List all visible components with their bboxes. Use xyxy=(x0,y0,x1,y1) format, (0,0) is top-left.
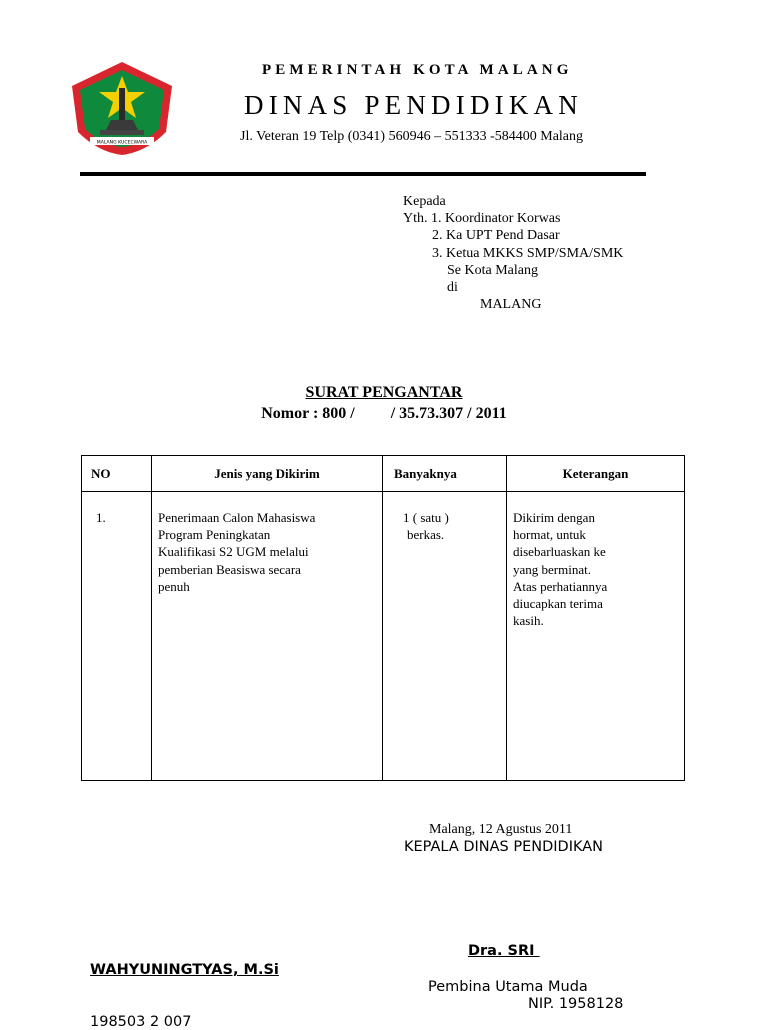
addressee-line-2: 2. Ka UPT Pend Dasar xyxy=(432,228,560,244)
header-qty: Banyaknya xyxy=(383,456,507,492)
government-name: PEMERINTAH KOTA MALANG xyxy=(262,62,573,78)
row-qty: 1 ( satu ) berkas. xyxy=(383,492,507,781)
header-no: NO xyxy=(82,456,152,492)
addressee-city: MALANG xyxy=(480,297,542,313)
addressee-line-4: Se Kota Malang xyxy=(447,262,538,278)
header-item: Jenis yang Dikirim xyxy=(152,456,383,492)
table-row xyxy=(82,492,685,781)
second-signer-nip: 198503 2 007 xyxy=(90,1014,192,1030)
addressee-block xyxy=(403,193,623,313)
signer-rank: Pembina Utama Muda xyxy=(428,979,588,995)
items-table xyxy=(81,455,685,781)
addressee-line-5: di xyxy=(447,280,458,296)
table-header-row xyxy=(82,456,685,492)
logo-motto-text: MALANG KUCECWARA xyxy=(96,140,148,146)
agency-name: DINAS PENDIDIKAN xyxy=(244,90,583,120)
row-item: Penerimaan Calon Mahasiswa Program Peningkatan Kualifikasi S2 UGM melalui pemberian Beasiswa secara penuh xyxy=(152,492,383,781)
signer-position: KEPALA DINAS PENDIDIKAN xyxy=(404,839,604,855)
document-number: Nomor : 800 / / 35.73.307 / 2011 xyxy=(261,405,507,422)
row-no: 1. xyxy=(82,492,152,781)
document-title: SURAT PENGANTAR xyxy=(305,384,463,401)
addressee-line-3: 3. Ketua MKKS SMP/SMA/SMK xyxy=(432,245,624,261)
addressee-line-1: Yth. 1. Koordinator Korwas xyxy=(403,211,561,227)
city-emblem-logo xyxy=(66,58,178,158)
signer-nip: NIP. 1958128 xyxy=(528,996,624,1012)
signing-date: Malang, 12 Agustus 2011 xyxy=(429,822,573,837)
row-note: Dikirim dengan hormat, untuk disebarluaskan ke yang berminat. Atas perhatiannya diucapkan terima kasih. xyxy=(507,492,685,781)
second-signer-name: WAHYUNINGTYAS, M.Si xyxy=(90,962,279,978)
header-note: Keterangan xyxy=(507,456,685,492)
agency-address: Jl. Veteran 19 Telp (0341) 560946 – 551333 -584400 Malang xyxy=(240,129,584,144)
addressee-greeting: Kepada xyxy=(403,194,446,209)
signer-name: Dra. SRI xyxy=(468,943,540,959)
letterhead-divider xyxy=(80,172,646,176)
